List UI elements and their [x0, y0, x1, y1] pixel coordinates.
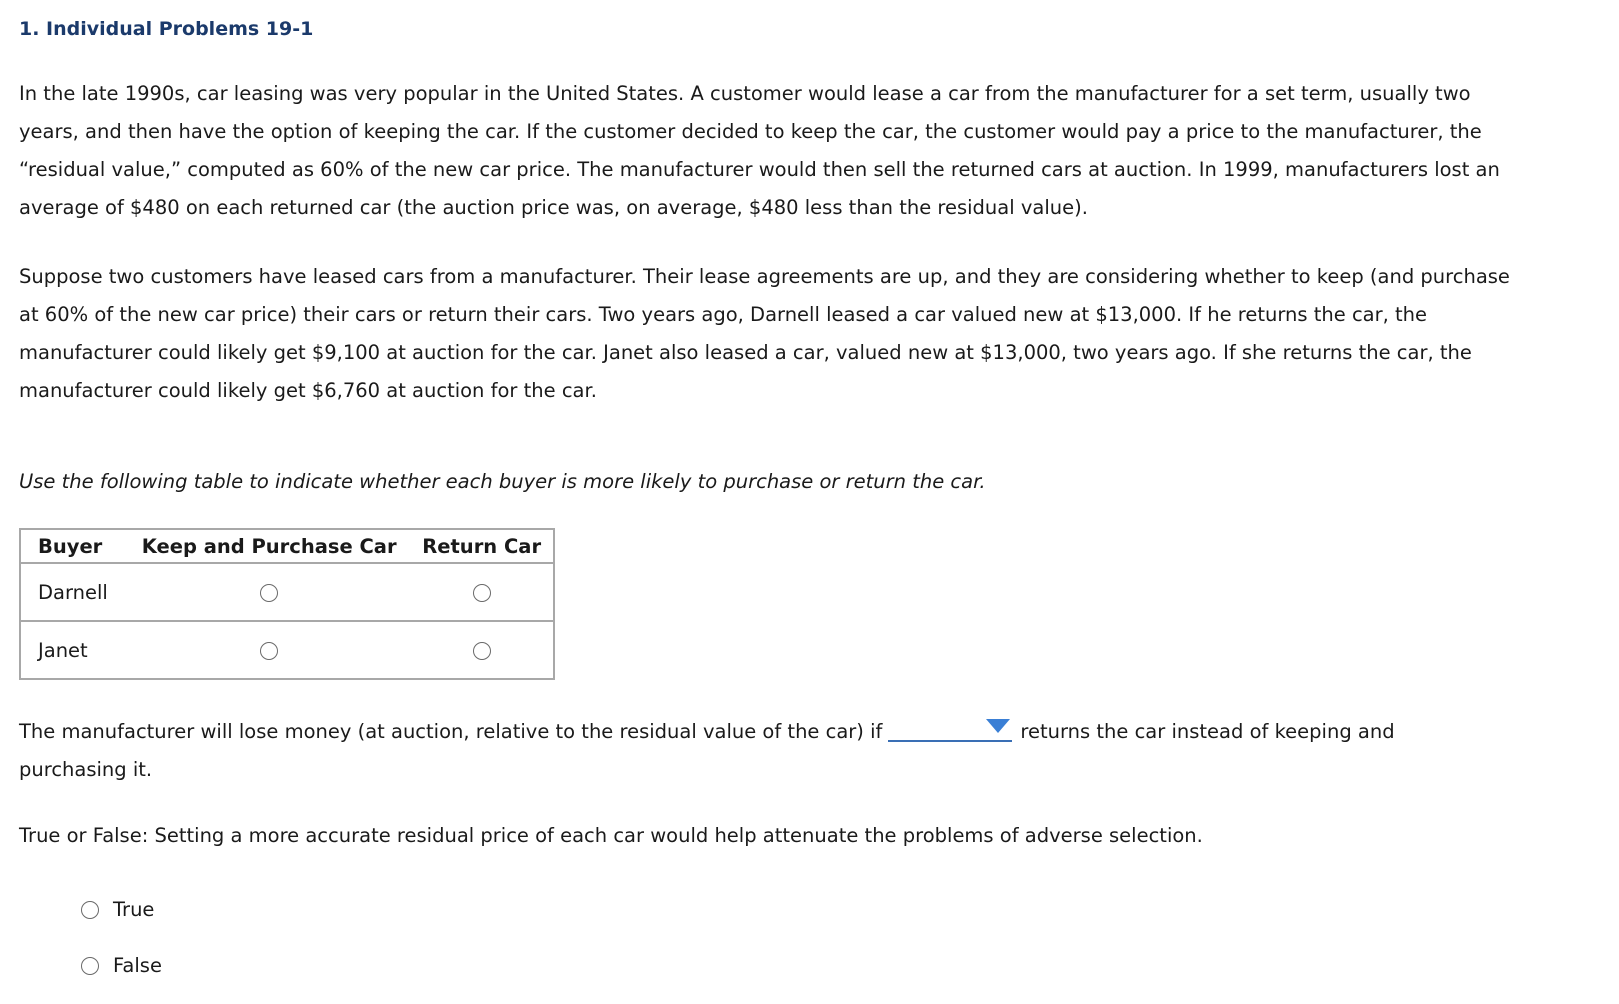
cell-darnell-return	[410, 563, 554, 621]
sentence-after: returns the car instead of keeping and purchasing it.	[19, 720, 1395, 781]
radio-darnell-keep[interactable]	[260, 584, 278, 602]
option-true[interactable]	[81, 898, 154, 921]
scenario-paragraph: Suppose two customers have leased cars from a manufacturer. Their lease agreements are up, and they are considering whether to keep (and purchase at 60% of the new car price) their cars or return their cars. Two years ago, Darnell leased a car valued new at $13,000. If he returns the car, the manufacturer could likely get $9,100 at auction for the car. Janet also leased a car, valued new at $13,000, two years ago. If she returns the car, the manufacturer could likely get $6,760 at auction for the car.	[19, 265, 1510, 402]
cell-janet-return	[410, 621, 554, 679]
true-false-question: True or False: Setting a more accurate residual price of each car would help attenuate the problems of adverse selection.	[19, 824, 1203, 847]
intro-paragraph: In the late 1990s, car leasing was very popular in the United States. A customer would lease a car from the manufacturer for a set term, usually two years, and then have the option of keeping the car. If the customer decided to keep the car, the customer would pay a price to the manufacturer, the “residual value,” computed as 60% of the new car price. The manufacturer would then sell the returned cars at auction. In 1999, manufacturers lost an average of $480 on each returned car (the auction price was, on average, $480 less than the residual value).	[19, 82, 1500, 219]
radio-janet-return[interactable]	[473, 642, 491, 660]
table-instruction: Use the following table to indicate whether each buyer is more likely to purchase or return the car.	[19, 470, 986, 493]
cell-darnell-keep	[128, 563, 410, 621]
table-header-row	[20, 529, 554, 563]
radio-false[interactable]	[81, 957, 99, 975]
table-row	[20, 563, 554, 621]
option-false[interactable]	[81, 954, 162, 977]
sentence-before: The manufacturer will lose money (at auction, relative to the residual value of the car) if	[19, 720, 883, 743]
option-false-label: False	[113, 954, 162, 977]
option-true-label: True	[113, 898, 155, 921]
buyer-dropdown[interactable]	[888, 710, 1012, 742]
problem-title: 1. Individual Problems 19-1	[19, 18, 314, 40]
buyer-name-janet: Janet	[20, 621, 128, 679]
cell-janet-keep	[128, 621, 410, 679]
loss-sentence	[19, 710, 1439, 789]
radio-darnell-return[interactable]	[473, 584, 491, 602]
radio-true[interactable]	[81, 901, 99, 919]
buyer-choice-table	[19, 528, 555, 680]
radio-janet-keep[interactable]	[260, 642, 278, 660]
table-row	[20, 621, 554, 679]
caret-down-icon	[986, 719, 1010, 733]
header-return: Return Car	[410, 529, 554, 563]
buyer-name-darnell: Darnell	[20, 563, 128, 621]
header-keep-purchase: Keep and Purchase Car	[128, 529, 410, 563]
header-buyer: Buyer	[20, 529, 128, 563]
